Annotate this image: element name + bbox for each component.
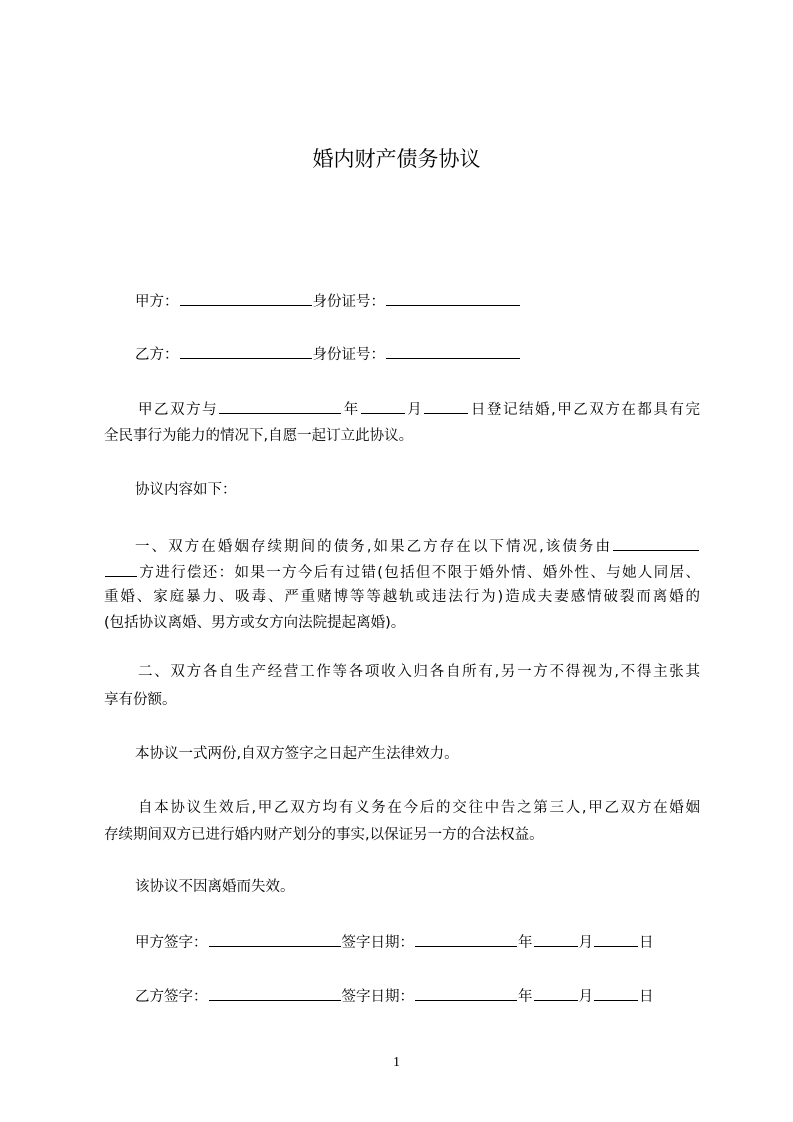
sign-b-date-label: 签字日期：	[341, 989, 414, 1005]
notice-line-1: 自本协议生效后,甲乙双方均有义务在今后的交往中告之第三人,甲乙双方在婚姻	[138, 800, 700, 816]
party-b-label: 乙方：	[135, 347, 179, 363]
sign-a-blank	[209, 931, 341, 947]
clause-1-text: 一、双方在婚姻存续期间的债务,如果乙方存在以下情况,该债务由	[135, 539, 612, 555]
intro-line-1	[138, 398, 700, 420]
sign-a-row	[135, 931, 654, 953]
debtor-blank	[613, 535, 699, 551]
sign-a-month-blank	[534, 931, 578, 947]
notice-line-2: 存续期间双方已进行婚内财产划分的事实,以保证另一方的合法权益。	[104, 827, 544, 843]
intro-text-2: 日登记结婚,甲乙双方在都具有完	[469, 402, 701, 418]
year-label: 年	[342, 402, 360, 418]
debtor-blank-cont	[105, 561, 137, 577]
sign-b-month: 月	[578, 989, 593, 1005]
sign-a-label: 甲方签字：	[135, 935, 208, 951]
marriage-place-blank	[219, 398, 341, 414]
party-b-name-blank	[180, 343, 312, 359]
clause-2-line-1: 二、双方各自生产经营工作等各项收入归各自所有,另一方不得视为,不得主张其	[138, 664, 700, 680]
clause-2-line-2: 享有份额。	[104, 692, 177, 708]
sign-b-year: 年	[518, 989, 533, 1005]
sign-a-month: 月	[578, 935, 593, 951]
validity-clause: 该协议不因离婚而失效。	[135, 879, 295, 895]
year-blank	[361, 398, 405, 414]
sign-a-day: 日	[639, 935, 654, 951]
sign-b-day: 日	[639, 989, 654, 1005]
clause-1-text-2: 方进行偿还：如果一方今后有过错(包括但不限于婚外情、婚外性、与她人同居、	[138, 565, 700, 581]
month-label: 月	[405, 402, 424, 418]
clause-1-line-3: 重婚、家庭暴力、吸毒、严重赌博等等越轨或违法行为)造成夫妻感情破裂而离婚的	[104, 589, 700, 605]
sign-b-month-blank	[534, 985, 578, 1001]
sign-a-year-blank	[415, 931, 517, 947]
clause-1-line-4: (包括协议离婚、男方或女方向法院提起离婚)。	[104, 615, 406, 631]
party-a-row	[135, 290, 521, 312]
document-title: 婚内财产债务协议	[312, 147, 481, 171]
party-b-id-label: 身份证号：	[312, 347, 385, 363]
party-b-id-blank	[386, 343, 520, 359]
sign-b-day-blank	[594, 985, 638, 1001]
party-a-label: 甲方：	[135, 294, 179, 310]
party-a-id-blank	[386, 290, 520, 306]
sign-b-year-blank	[415, 985, 517, 1001]
sign-a-date-label: 签字日期：	[341, 935, 414, 951]
clause-1-line-1	[135, 535, 700, 557]
clause-1-line-2	[104, 561, 700, 583]
sign-a-day-blank	[594, 931, 638, 947]
month-blank	[424, 398, 468, 414]
sign-b-row	[135, 985, 654, 1007]
party-a-name-blank	[180, 290, 312, 306]
sign-b-blank	[209, 985, 341, 1001]
intro-line-2: 全民事行为能力的情况下,自愿一起订立此协议。	[104, 428, 414, 444]
sign-b-label: 乙方签字：	[135, 989, 208, 1005]
party-a-id-label: 身份证号：	[312, 294, 385, 310]
content-heading: 协议内容如下：	[135, 482, 237, 498]
party-b-row	[135, 343, 521, 365]
sign-a-year: 年	[518, 935, 533, 951]
intro-text: 甲乙双方与	[138, 402, 219, 418]
page-number: 1	[393, 1055, 400, 1070]
copies-clause: 本协议一式两份,自双方签字之日起产生法律效力。	[135, 746, 459, 762]
